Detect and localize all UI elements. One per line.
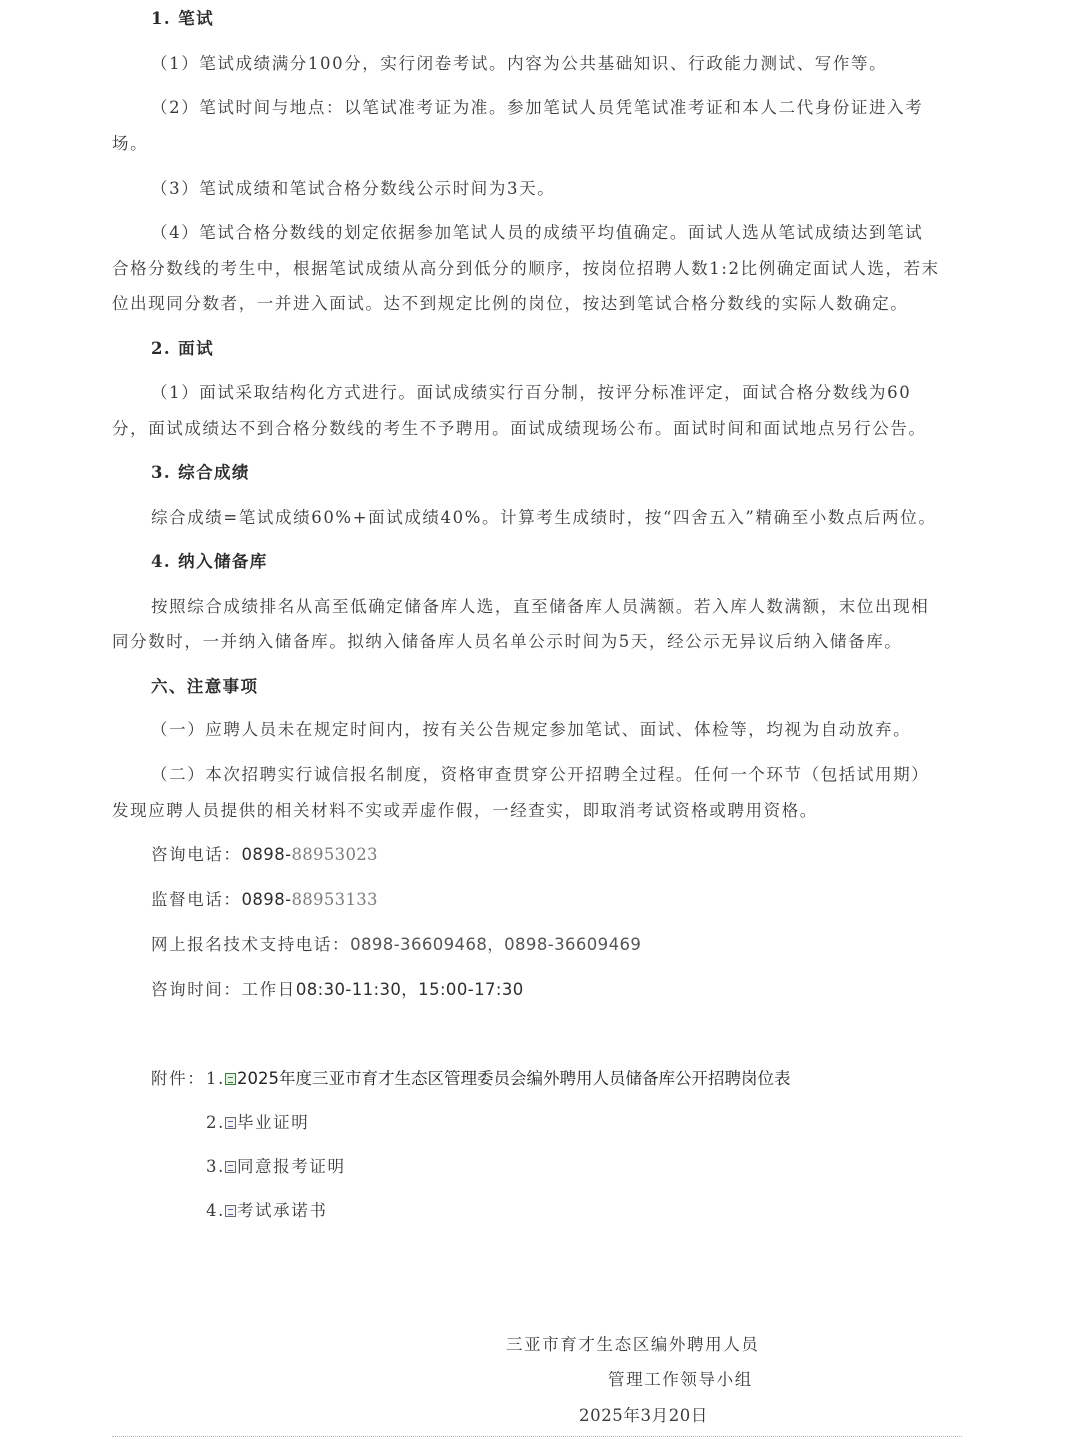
tech-support-phone	[151, 933, 641, 957]
attachments-label: 附件：	[151, 1069, 206, 1088]
consult-phone-label: 咨询电话：	[151, 845, 242, 864]
attachment-link-graduation-certificate[interactable]: 毕业证明	[236, 1113, 310, 1132]
paragraph-interview-1-line2: 分，面试成绩达不到合格分数线的考生不予聘用。面试成绩现场公布。面试时间和面试地点另行公告。	[112, 419, 927, 438]
attachment-link-exam-pledge[interactable]: 考试承诺书	[236, 1201, 328, 1220]
supervise-phone-prefix: 0898-	[241, 890, 292, 909]
signature-org-line1: 三亚市育才生态区编外聘用人员	[506, 1335, 760, 1354]
paragraph-written-4-line1: （4）笔试合格分数线的划定依据参加笔试人员的成绩平均值确定。面试人选从笔试成绩达到笔试	[151, 223, 924, 242]
consult-hours	[151, 978, 524, 1002]
spreadsheet-file-icon	[225, 1073, 236, 1085]
paragraph-notes-2-line2: 发现应聘人员提供的相关材料不实或弄虚作假，一经查实，即取消考试资格或聘用资格。	[112, 801, 818, 820]
paragraph-composite-score: 综合成绩=笔试成绩60%+面试成绩40%。计算考生成绩时，按“四舍五入”精确至小数点后两位。	[151, 508, 937, 527]
attachment-item-4[interactable]	[206, 1199, 327, 1223]
attachment-item-2[interactable]	[206, 1111, 309, 1135]
supervise-phone-label: 监督电话：	[151, 890, 242, 909]
attachment-item-3[interactable]	[206, 1155, 346, 1179]
paragraph-written-2-line1: （2）笔试时间与地点：以笔试准考证为准。参加笔试人员凭笔试准考证和本人二代身份证进入考	[151, 98, 924, 117]
consult-phone	[151, 843, 378, 867]
document-file-icon	[225, 1205, 236, 1217]
bottom-divider	[112, 1436, 962, 1437]
section-heading-composite-score: 3. 综合成绩	[151, 463, 250, 482]
section-heading-reserve-pool: 4. 纳入储备库	[151, 552, 268, 571]
document-file-icon	[225, 1117, 236, 1129]
attachment-number: 3.	[206, 1157, 225, 1176]
document-file-icon	[225, 1161, 236, 1173]
signature-org-line2: 管理工作领导小组	[608, 1370, 753, 1389]
signature-date: 2025年3月20日	[579, 1406, 708, 1425]
consult-phone-number: 88953023	[291, 845, 378, 864]
consult-hours-value: 08:30-11:30，15:00-17:30	[295, 980, 524, 999]
paragraph-written-4-line3: 位出现同分数者，一并进入面试。达不到规定比例的岗位，按达到笔试合格分数线的实际人数确定。	[112, 294, 909, 313]
paragraph-reserve-pool-line1: 按照综合成绩排名从高至低确定储备库人选，直至储备库人员满额。若入库人数满额，末位出现相	[151, 597, 930, 616]
tech-support-label: 网上报名技术支持电话：	[151, 935, 351, 954]
paragraph-interview-1-line1: （1）面试采取结构化方式进行。面试成绩实行百分制，按评分标准评定，面试合格分数线为60	[151, 383, 912, 402]
consult-hours-label: 咨询时间：工作日	[151, 980, 296, 999]
attachment-link-consent-certificate[interactable]: 同意报考证明	[236, 1157, 346, 1176]
paragraph-notes-2-line1: （二）本次招聘实行诚信报名制度，资格审查贯穿公开招聘全过程。任何一个环节（包括试用期）	[151, 765, 930, 784]
paragraph-notes-1: （一）应聘人员未在规定时间内，按有关公告规定参加笔试、面试、体检等，均视为自动放弃。	[151, 720, 912, 739]
paragraph-written-4-line2: 合格分数线的考生中，根据笔试成绩从高分到低分的顺序，按岗位招聘人数1:2比例确定面试人选，若末	[112, 259, 940, 278]
section-heading-notes: 六、注意事项	[151, 677, 259, 696]
paragraph-written-3: （3）笔试成绩和笔试合格分数线公示时间为3天。	[151, 179, 556, 198]
paragraph-written-2-line2: 场。	[112, 134, 149, 153]
section-heading-written-exam: 1. 笔试	[151, 9, 214, 28]
consult-phone-prefix: 0898-	[241, 845, 292, 864]
attachment-link-position-table[interactable]: 2025年度三亚市育才生态区管理委员会编外聘用人员储备库公开招聘岗位表	[236, 1069, 791, 1088]
section-heading-interview: 2. 面试	[151, 339, 214, 358]
paragraph-written-1: （1）笔试成绩满分100分，实行闭卷考试。内容为公共基础知识、行政能力测试、写作等。	[151, 54, 888, 73]
attachment-number: 1.	[206, 1069, 225, 1088]
attachment-item-1[interactable]	[206, 1067, 790, 1091]
supervise-phone-number: 88953133	[291, 890, 378, 909]
attachment-number: 4.	[206, 1201, 225, 1220]
supervise-phone	[151, 888, 378, 912]
attachment-number: 2.	[206, 1113, 225, 1132]
tech-support-numbers: 0898-36609468，0898-36609469	[350, 935, 642, 954]
paragraph-reserve-pool-line2: 同分数时，一并纳入储备库。拟纳入储备库人员名单公示时间为5天，经公示无异议后纳入储备库。	[112, 632, 903, 651]
